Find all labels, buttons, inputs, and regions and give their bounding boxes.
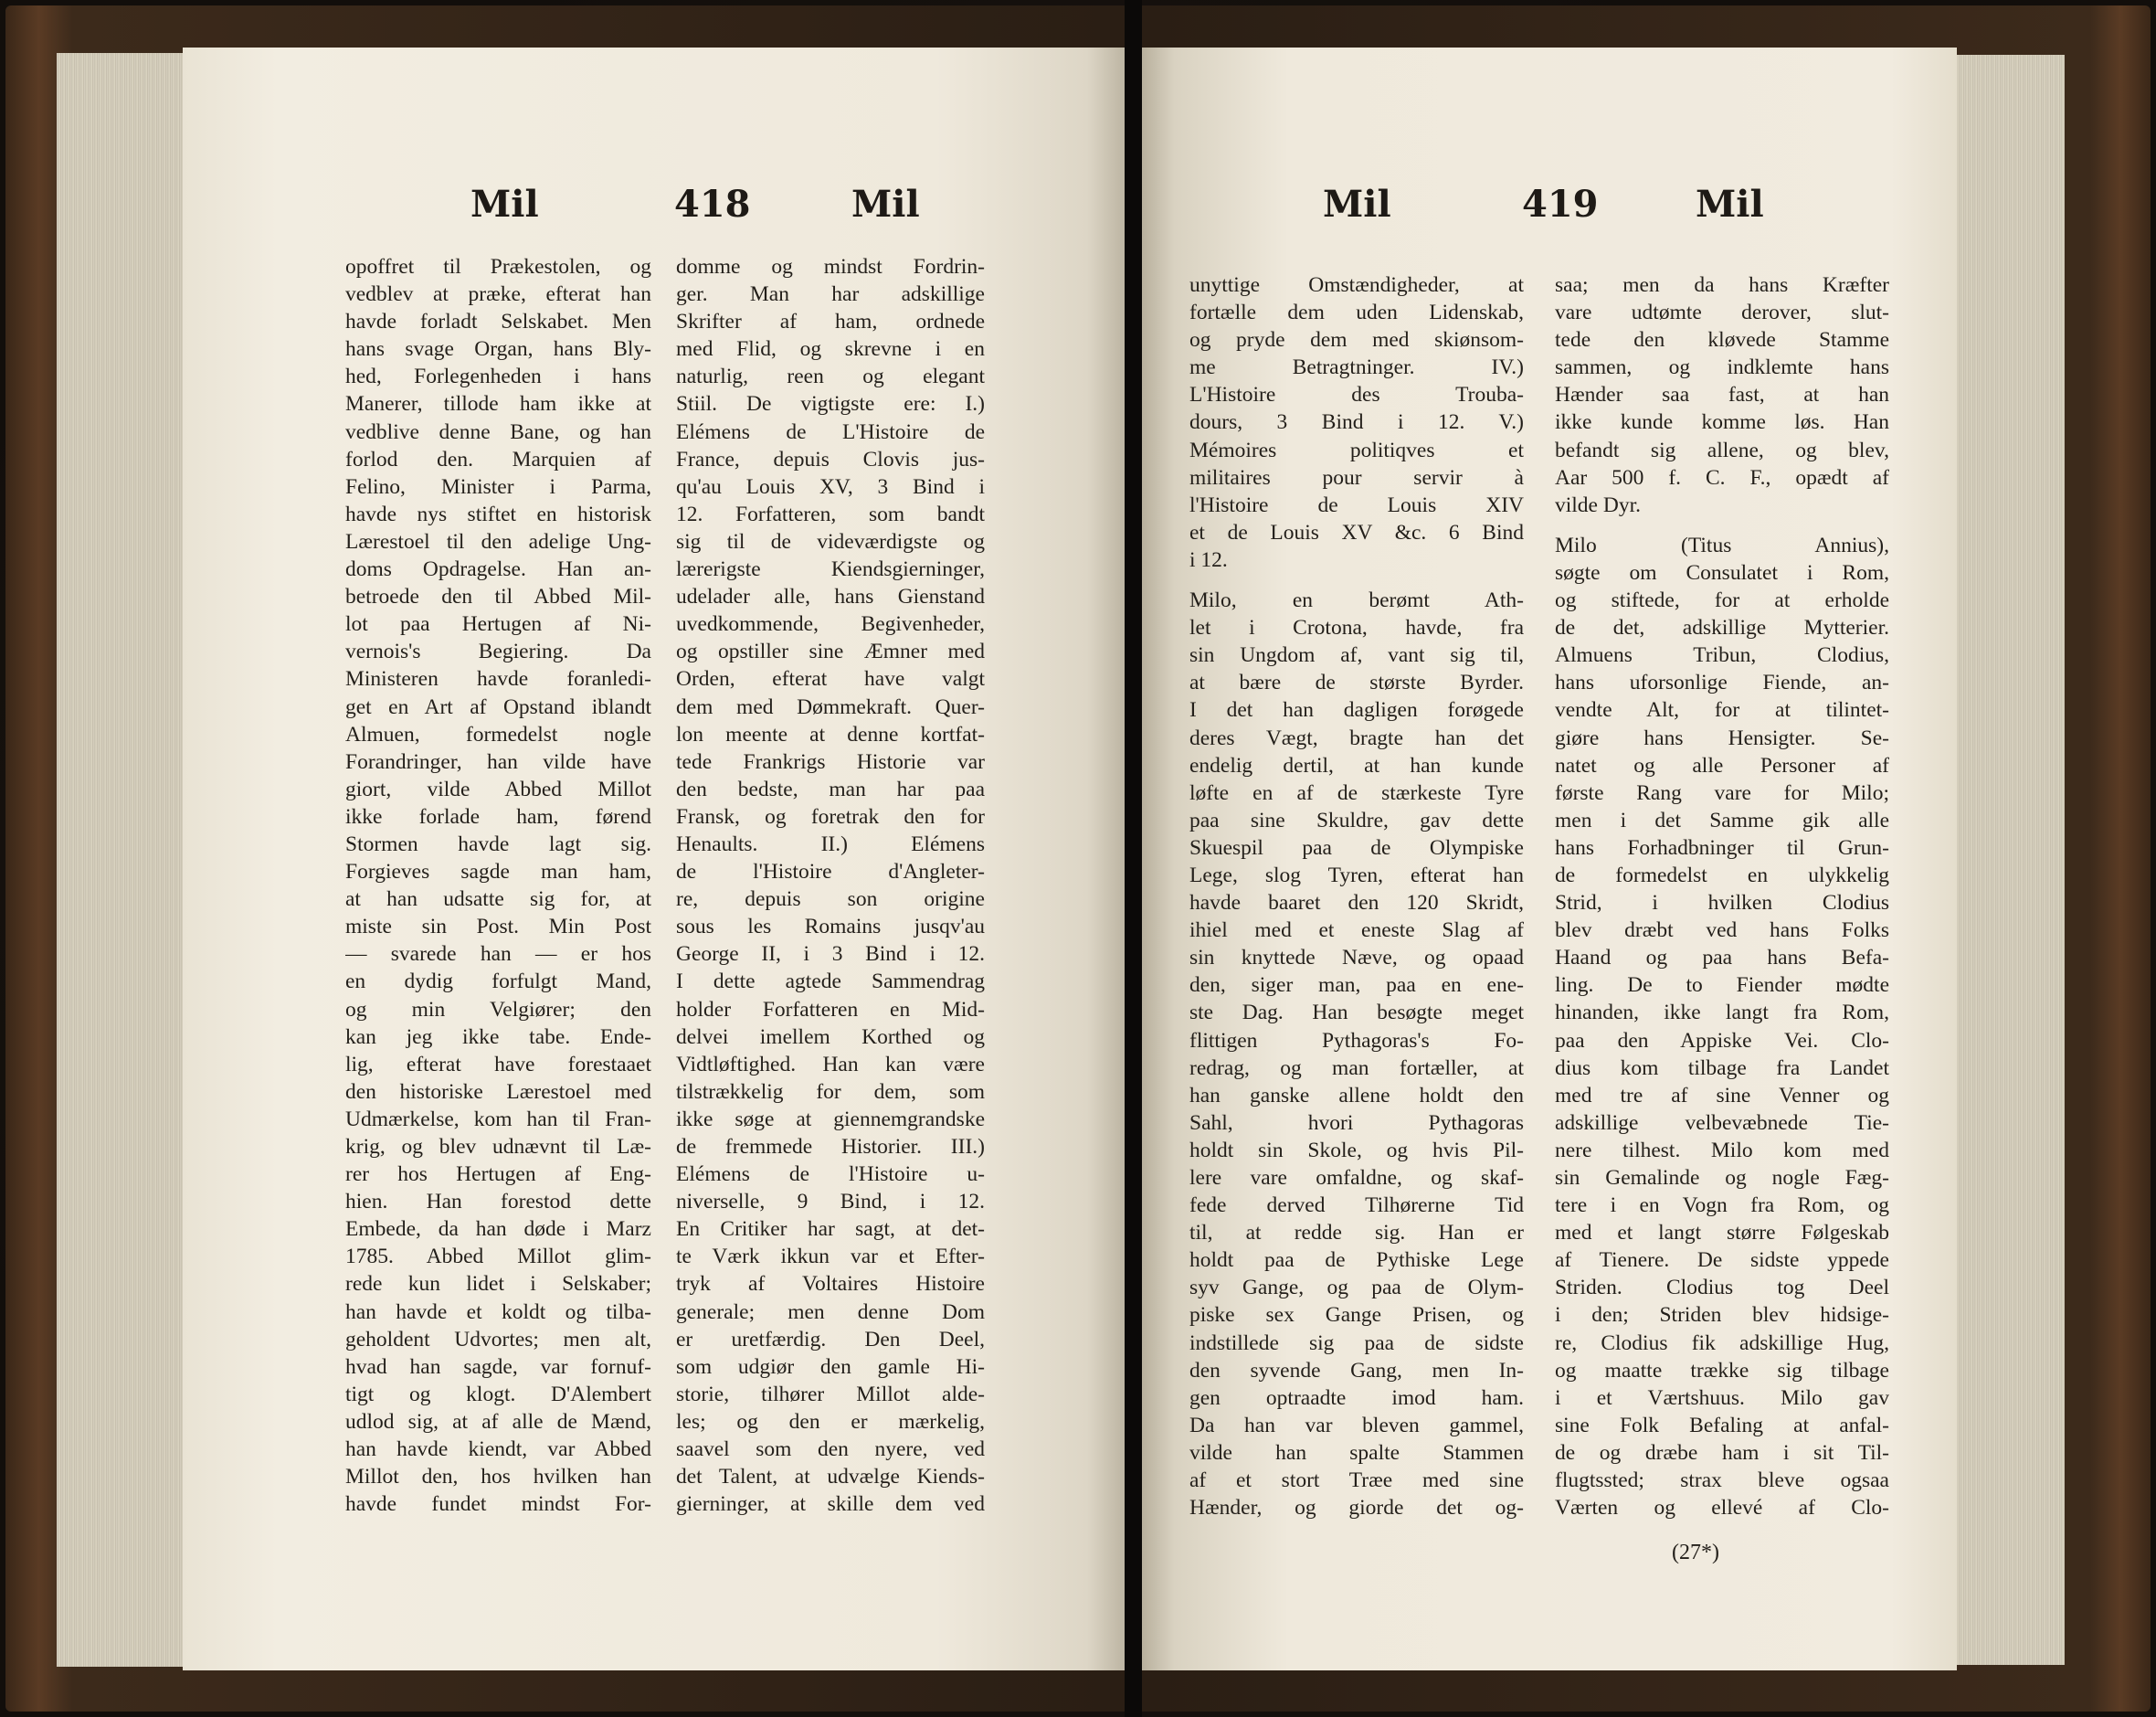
text-line: saa; men da hans Kræfter: [1555, 273, 1889, 297]
text-line: havde nys stiftet en historisk: [345, 502, 651, 526]
text-line: qu'au Louis XV, 3 Bind i: [676, 474, 985, 499]
text-line: Henaults. II.) Elémens: [676, 832, 985, 856]
text-line: holdt paa de Pythiske Lege: [1189, 1248, 1524, 1273]
text-line: Udmærkelse, kom han til Fran-: [345, 1107, 651, 1131]
text-line: havde baaret den 120 Skridt,: [1189, 891, 1524, 916]
text-line: giort, vilde Abbed Millot: [345, 777, 651, 801]
text-line: 1785. Abbed Millot glim-: [345, 1245, 651, 1269]
text-line: de l'Histoire d'Angleter-: [676, 860, 985, 885]
text-line: kan jeg ikke tabe. Ende-: [345, 1024, 651, 1049]
text-line: til, at redde sig. Han er: [1189, 1221, 1524, 1245]
text-line: vilde Dyr.: [1555, 493, 1641, 517]
text-line: og maatte trække sig tilbage: [1555, 1358, 1889, 1383]
text-line: ikke forlade ham, førend: [345, 804, 651, 829]
text-line: i den; Striden blev hidsige-: [1555, 1303, 1889, 1328]
text-line: Almuens Tribun, Clodius,: [1555, 643, 1889, 668]
text-line: krig, og blev udnævnt til Læ-: [345, 1135, 651, 1159]
text-line: Lærestoel til den adelige Ung-: [345, 529, 651, 554]
text-line: med et langt større Følgeskab: [1555, 1221, 1889, 1245]
text-line: naturlig, reen og elegant: [676, 365, 985, 389]
text-line: storie, tilhører Millot alde-: [676, 1382, 985, 1406]
text-line: En Critiker har sagt, at det-: [676, 1217, 985, 1242]
text-line: søgte om Consulatet i Rom,: [1555, 560, 1889, 585]
text-line: let i Crotona, havde, fra: [1189, 616, 1524, 641]
text-line: Lege, slog Tyren, efterat han: [1189, 863, 1524, 887]
text-line: giøre hans Hensigter. Se-: [1555, 726, 1889, 750]
text-line: sine Folk Befaling at anfal-: [1555, 1413, 1889, 1437]
text-line: ikke kunde komme løs. Han: [1555, 410, 1889, 435]
text-line: vernois's Begiering. Da: [345, 640, 651, 664]
left-page: [183, 48, 1125, 1670]
text-line: Forgieves sagde man ham,: [345, 860, 651, 885]
text-line: Hænder saa fast, at han: [1555, 383, 1889, 408]
text-line: rede kun lidet i Selskaber;: [345, 1272, 651, 1297]
text-line: de og dræbe ham i sit Til-: [1555, 1440, 1889, 1465]
text-line: Fransk, og foretrak den for: [676, 804, 985, 829]
text-line: Forandringer, han vilde have: [345, 749, 651, 774]
text-line: som udgiør den gamle Hi-: [676, 1354, 985, 1379]
text-line: ling. De to Fiender mødte: [1555, 973, 1889, 998]
text-line: og opstiller sine Æmner med: [676, 640, 985, 664]
text-line: tigt og klogt. D'Alembert: [345, 1382, 651, 1406]
text-line: flugtssted; strax bleve ogsaa: [1555, 1468, 1889, 1493]
text-line: de formedelst en ulykkelig: [1555, 863, 1889, 887]
text-line: generale; men denne Dom: [676, 1299, 985, 1324]
text-line: Skrifter af ham, ordnede: [676, 310, 985, 334]
text-line: den historiske Lærestoel med: [345, 1079, 651, 1104]
text-line: et de Louis XV &c. 6 Bind: [1189, 520, 1524, 545]
text-line: Manerer, tillode ham ikke at: [345, 392, 651, 417]
text-line: me Betragtninger. IV.): [1189, 355, 1524, 380]
right-page-column-1: [1189, 271, 1524, 1521]
text-line: holder Forfatteren en Mid-: [676, 997, 985, 1022]
text-line: sin knyttede Næve, og opaad: [1189, 946, 1524, 970]
text-line: at bære de største Byrder.: [1189, 671, 1524, 695]
text-line: Stiil. De vigtigste ere: I.): [676, 392, 985, 417]
text-line: miste sin Post. Min Post: [345, 915, 651, 939]
text-line: te Værk ikkun var et Efter-: [676, 1245, 985, 1269]
text-line: Haand og paa hans Befa-: [1555, 946, 1889, 970]
text-line: ihiel med et eneste Slag af: [1189, 918, 1524, 943]
text-line: gierninger, at skille dem ved: [676, 1492, 985, 1517]
text-line: fede derved Tilhørerne Tid: [1189, 1193, 1524, 1218]
text-line: Orden, efterat have valgt: [676, 667, 985, 692]
text-line: og min Velgiører; den: [345, 997, 651, 1022]
text-line: en dydig forfulgt Mand,: [345, 970, 651, 994]
text-line: sammen, og indklemte hans: [1555, 355, 1889, 380]
text-line: vare udtømte derover, slut-: [1555, 301, 1889, 325]
entry-milo-athlete: [1189, 587, 1524, 1521]
text-line: sous les Romains jusqv'au: [676, 915, 985, 939]
text-line: lig, efterat have forestaaet: [345, 1052, 651, 1076]
text-line: ste Dag. Han besøgte meget: [1189, 1001, 1524, 1025]
text-line: militaires pour servir à: [1189, 465, 1524, 490]
book-gutter: [1125, 0, 1142, 1717]
text-line: han havde et koldt og tilba-: [345, 1299, 651, 1324]
text-line: sig til de videværdigste og: [676, 529, 985, 554]
text-line: L'Histoire des Trouba-: [1189, 383, 1524, 408]
right-header-left: Mil: [1323, 183, 1391, 226]
left-page-column-2: [676, 253, 985, 1518]
text-line: og pryde dem med skiønsom-: [1189, 328, 1524, 353]
text-line: Vidtløftighed. Han kan være: [676, 1052, 985, 1076]
text-line: vilde han spalte Stammen: [1189, 1440, 1524, 1465]
text-line: endelig dertil, at han kunde: [1189, 753, 1524, 778]
left-page-column-1: [345, 253, 651, 1518]
text-line: syv Gange, og paa de Olym-: [1189, 1276, 1524, 1300]
text-line: havde forladt Selskabet. Men: [345, 310, 651, 334]
text-line: tede Frankrigs Historie var: [676, 749, 985, 774]
text-line: 12. Forfatteren, som bandt: [676, 502, 985, 526]
text-line: af Tienere. De sidste yppede: [1555, 1248, 1889, 1273]
text-line: delvei imellem Korthed og: [676, 1024, 985, 1049]
text-line: Milo (Titus Annius),: [1555, 533, 1889, 557]
text-line: de det, adskillige Mytterier.: [1555, 616, 1889, 641]
text-line: uvedkommende, Begivenheder,: [676, 612, 985, 637]
text-line: opoffret til Prækestolen, og: [345, 255, 651, 279]
text-line: blev dræbt ved hans Folks: [1555, 918, 1889, 943]
text-line: forlod den. Marquien af: [345, 447, 651, 472]
text-line: indstillede sig paa de sidste: [1189, 1330, 1524, 1355]
text-line: hinanden, ikke langt fra Rom,: [1555, 1001, 1889, 1025]
text-line: befandt sig allene, og blev,: [1555, 438, 1889, 462]
text-line: lærerigste Kiendsgierninger,: [676, 557, 985, 582]
text-line: af et stort Træe med sine: [1189, 1468, 1524, 1493]
text-line: lon meente at denne kortfat-: [676, 722, 985, 747]
text-line: paa den Appiske Vei. Clo-: [1555, 1028, 1889, 1053]
text-line: hans Forhadbninger til Grun-: [1555, 835, 1889, 860]
text-line: hien. Han forestod dette: [345, 1190, 651, 1214]
text-line: I det han dagligen forøgede: [1189, 698, 1524, 723]
text-line: Ministeren havde foranledi-: [345, 667, 651, 692]
text-line: geholdent Udvortes; men alt,: [345, 1327, 651, 1351]
text-line: Embede, da han døde i Marz: [345, 1217, 651, 1242]
text-line: Striden. Clodius tog Deel: [1555, 1276, 1889, 1300]
text-line: George II, i 3 Bind i 12.: [676, 942, 985, 967]
text-line: dius kom tilbage fra Landet: [1555, 1055, 1889, 1080]
text-line: Milo, en berømt Ath-: [1189, 588, 1524, 613]
text-line: vendte Alt, for at tilintet-: [1555, 698, 1889, 723]
text-line: Mémoires politiqves et: [1189, 438, 1524, 462]
text-line: Aar 500 f. C. F., opædt af: [1555, 465, 1889, 490]
text-line: løfte en af de stærkeste Tyre: [1189, 780, 1524, 805]
text-line: re, Clodius fik adskillige Hug,: [1555, 1330, 1889, 1355]
text-line: piske sex Gange Prisen, og: [1189, 1303, 1524, 1328]
text-line: lere vare omfaldne, og skaf-: [1189, 1166, 1524, 1190]
text-line: France, depuis Clovis jus-: [676, 447, 985, 472]
text-line: get en Art af Opstand iblandt: [345, 694, 651, 719]
text-line: Elémens de L'Histoire de: [676, 419, 985, 444]
text-line: at han udsatte sig for, at: [345, 887, 651, 912]
text-line: Skuespil paa de Olympiske: [1189, 835, 1524, 860]
text-line: i et Værtshuus. Milo gav: [1555, 1385, 1889, 1410]
left-page-number: 418: [674, 183, 751, 226]
text-line: dours, 3 Bind i 12. V.): [1189, 410, 1524, 435]
text-line: adskillige velbevæbnede Tie-: [1555, 1110, 1889, 1135]
text-line: med Flid, og skrevne i en: [676, 337, 985, 362]
text-line: de fremmede Historier. III.): [676, 1135, 985, 1159]
text-line: tere i en Vogn fra Rom, og: [1555, 1193, 1889, 1218]
text-line: holdt sin Skole, og hvis Pil-: [1189, 1138, 1524, 1162]
text-line: ikke søge at giennemgrandske: [676, 1107, 985, 1131]
text-line: havde fundet mindst For-: [345, 1492, 651, 1517]
text-line: Stormen havde lagt sig.: [345, 832, 651, 856]
text-line: les; og den er mærkelig,: [676, 1409, 985, 1434]
text-line: betroede den til Abbed Mil-: [345, 585, 651, 609]
right-page-number: 419: [1522, 183, 1599, 226]
text-line: han havde kiendt, var Abbed: [345, 1437, 651, 1462]
text-line: l'Histoire de Louis XIV: [1189, 493, 1524, 517]
text-line: Sahl, hvori Pythagoras: [1189, 1110, 1524, 1135]
text-line: redrag, og man fortæller, at: [1189, 1055, 1524, 1080]
text-line: han ganske allene holdt den: [1189, 1083, 1524, 1108]
text-line: Elémens de l'Histoire u-: [676, 1162, 985, 1187]
text-line: fortælle dem uden Lidenskab,: [1189, 301, 1524, 325]
text-line: er uretfærdig. Den Deel,: [676, 1327, 985, 1351]
text-line: men i det Samme gik alle: [1555, 808, 1889, 832]
text-line: den, siger man, paa en ene-: [1189, 973, 1524, 998]
text-line: tryk af Voltaires Histoire: [676, 1272, 985, 1297]
text-line: og stiftede, for at erholde: [1555, 588, 1889, 613]
text-line: hvad han sagde, var fornuf-: [345, 1354, 651, 1379]
text-line: hed, Forlegenheden i hans: [345, 365, 651, 389]
text-line: rer hos Hertugen af Eng-: [345, 1162, 651, 1187]
text-line: tede den kløvede Stamme: [1555, 328, 1889, 353]
text-line: Da han var bleven gammel,: [1189, 1413, 1524, 1437]
text-line: sin Gemalinde og nogle Fæg-: [1555, 1166, 1889, 1190]
text-line: Strid, i hvilken Clodius: [1555, 891, 1889, 916]
right-page-edges: [1955, 55, 2065, 1665]
text-line: vedblive denne Bane, og han: [345, 419, 651, 444]
text-line: gen optraadte imod ham.: [1189, 1385, 1524, 1410]
text-line: lot paa Hertugen af Ni-: [345, 612, 651, 637]
text-line: — svarede han — er hos: [345, 942, 651, 967]
text-line: niverselle, 9 Bind, i 12.: [676, 1190, 985, 1214]
text-line: natet og alle Personer af: [1555, 753, 1889, 778]
printer-signature: (27*): [1672, 1541, 1719, 1564]
text-line: nere tilhest. Milo kom med: [1555, 1138, 1889, 1162]
text-line: saavel som den nyere, ved: [676, 1437, 985, 1462]
text-line: deres Vægt, bragte han det: [1189, 726, 1524, 750]
text-line: udelader alle, hans Gienstand: [676, 585, 985, 609]
text-line: hans uforsonlige Fiende, an-: [1555, 671, 1889, 695]
text-line: paa sine Skuldre, gav dette: [1189, 808, 1524, 832]
left-page-edges: [57, 53, 185, 1667]
left-header-left: Mil: [470, 183, 539, 226]
text-line: flittigen Pythagoras's Fo-: [1189, 1028, 1524, 1053]
text-line: I dette agtede Sammendrag: [676, 970, 985, 994]
entry-milo-athlete-end: [1555, 271, 1889, 519]
entry-millot-end: [1189, 271, 1524, 574]
right-page: [1142, 48, 1957, 1670]
entry-milo-titus-annius: [1555, 532, 1889, 1521]
text-line: dem med Dømmekraft. Quer-: [676, 694, 985, 719]
text-line: det Talent, at udvælge Kiends-: [676, 1465, 985, 1489]
right-header-right: Mil: [1696, 183, 1764, 226]
text-line: Almuen, formedelst nogle: [345, 722, 651, 747]
text-line: hans svage Organ, hans Bly-: [345, 337, 651, 362]
text-line: tilstrækkelig for dem, som: [676, 1079, 985, 1104]
text-line: re, depuis son origine: [676, 887, 985, 912]
text-line: udlod sig, at af alle de Mænd,: [345, 1409, 651, 1434]
text-line: den bedste, man har paa: [676, 777, 985, 801]
text-line: første Rang vare for Milo;: [1555, 780, 1889, 805]
text-line: domme og mindst Fordrin-: [676, 255, 985, 279]
text-line: i 12.: [1189, 547, 1228, 572]
text-line: den syvende Gang, men In-: [1189, 1358, 1524, 1383]
text-line: doms Opdragelse. Han an-: [345, 557, 651, 582]
text-line: ger. Man har adskillige: [676, 282, 985, 307]
left-header-right: Mil: [851, 183, 920, 226]
right-page-column-2: [1555, 271, 1889, 1521]
text-line: unyttige Omstændigheder, at: [1189, 273, 1524, 297]
text-line: vedblev at præke, efterat han: [345, 282, 651, 307]
text-line: sin Ungdom af, vant sig til,: [1189, 643, 1524, 668]
text-line: Millot den, hos hvilken han: [345, 1465, 651, 1489]
text-line: med tre af sine Venner og: [1555, 1083, 1889, 1108]
text-line: Hænder, og giorde det og-: [1189, 1496, 1524, 1521]
text-line: Felino, Minister i Parma,: [345, 474, 651, 499]
text-line: Værten og ellevé af Clo-: [1555, 1496, 1889, 1521]
